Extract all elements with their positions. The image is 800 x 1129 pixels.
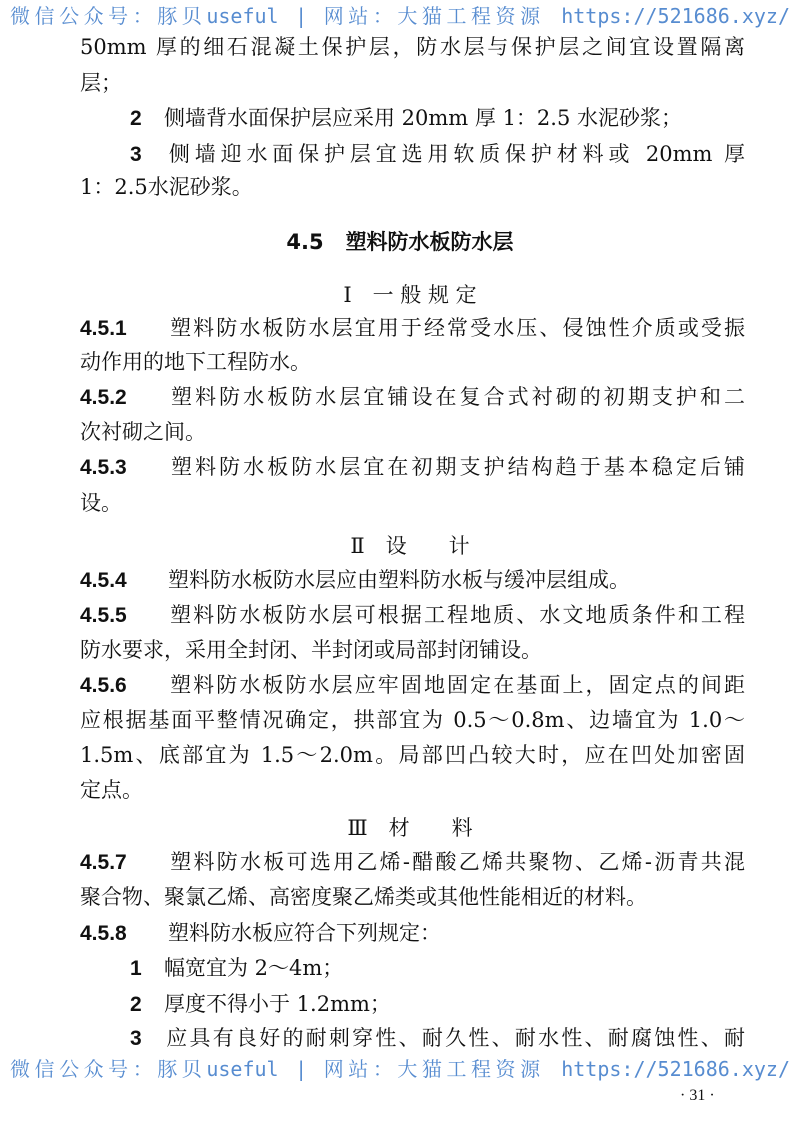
clause-number: 4.5.8 [80,922,127,945]
clause-number: 4.5.3 [80,456,127,479]
clause-line [80,848,745,877]
clause-line [80,453,745,482]
clause-line [80,566,745,595]
clause-line [80,919,745,948]
clause-line [80,383,745,412]
clause-line: 1.5m、底部宜为 1.5～2.0m。局部凹凸较大时，应在凹处加密固 [80,743,745,767]
item-text: 厚度不得小于 1.2mm； [164,992,391,1016]
item-text: 幅宽宜为 2～4m； [164,956,344,980]
clause-text: 塑料防水板防水层应由塑料防水板与缓冲层组成。 [168,568,630,592]
item-number: 3 [130,1027,142,1050]
clause-text: 塑料防水板防水层宜在初期支护结构趋于基本稳定后铺 [168,455,745,479]
clause-number: 4.5.2 [80,386,127,409]
clause-number: 4.5.7 [80,851,127,874]
clause-line: 定点。 [80,778,143,802]
clause-text: 塑料防水板防水层可根据工程地质、水文地质条件和工程 [168,603,745,627]
clause-number: 4.5.5 [80,604,127,627]
text-line: 50mm 厚的细石混凝土保护层，防水层与保护层之间宜设置隔离 [80,35,745,59]
clause-text: 塑料防水板可选用乙烯-醋酸乙烯共聚物、乙烯-沥青共混 [168,850,745,874]
section-title: 塑料防水板防水层 [345,230,514,254]
page-number: · 31 · [680,1087,715,1104]
item-text: 侧墙迎水面保护层宜选用软质保护材料或 20mm 厚 [164,142,745,166]
subsection-heading: Ⅲ 材 料 [347,816,473,840]
clause-line [80,314,745,343]
item-number: 3 [130,143,142,166]
subsection-heading: Ⅰ 一 般 规 定 [343,283,477,307]
clause-line: 设。 [80,491,122,515]
clause-text: 塑料防水板应符合下列规定： [168,921,441,945]
watermark-top: 微信公众号：豚贝useful | 网站：大猫工程资源 https://521686.xyz/ [10,4,790,28]
clause-number: 4.5.1 [80,317,127,340]
item-text: 应具有良好的耐刺穿性、耐久性、耐水性、耐腐蚀性、耐 [164,1026,745,1050]
list-item [130,104,745,133]
text-line: 1：2.5水泥砂浆。 [80,175,253,199]
item-number: 2 [130,993,142,1016]
list-item [130,1024,745,1053]
text-line: 层； [80,71,122,95]
list-item [130,140,745,169]
section-number: 4.5 [286,230,324,254]
clause-line [80,601,745,630]
section-heading [0,228,800,256]
clause-text: 塑料防水板防水层宜用于经常受水压、侵蚀性介质或受振 [168,316,745,340]
clause-text: 塑料防水板防水层宜铺设在复合式衬砌的初期支护和二 [168,385,745,409]
clause-number: 4.5.6 [80,674,127,697]
clause-text: 塑料防水板防水层应牢固地固定在基面上，固定点的间距 [168,673,745,697]
clause-line: 次衬砌之间。 [80,420,206,444]
clause-line: 聚合物、聚氯乙烯、高密度聚乙烯类或其他性能相近的材料。 [80,885,647,909]
clause-line [80,671,745,700]
clause-number: 4.5.4 [80,569,127,592]
item-text: 侧墙背水面保护层应采用 20mm 厚 1：2.5 水泥砂浆； [164,106,683,130]
clause-line: 动作用的地下工程防水。 [80,350,311,374]
item-number: 1 [130,957,142,980]
list-item [130,990,745,1019]
watermark-bottom: 微信公众号：豚贝useful | 网站：大猫工程资源 https://521686.xyz/ [10,1057,790,1081]
clause-line: 应根据基面平整情况确定，拱部宜为 0.5～0.8m、边墙宜为 1.0～ [80,708,745,732]
list-item [130,954,745,983]
clause-line: 防水要求，采用全封闭、半封闭或局部封闭铺设。 [80,638,542,662]
item-number: 2 [130,107,142,130]
subsection-heading: Ⅱ 设 计 [350,534,470,558]
